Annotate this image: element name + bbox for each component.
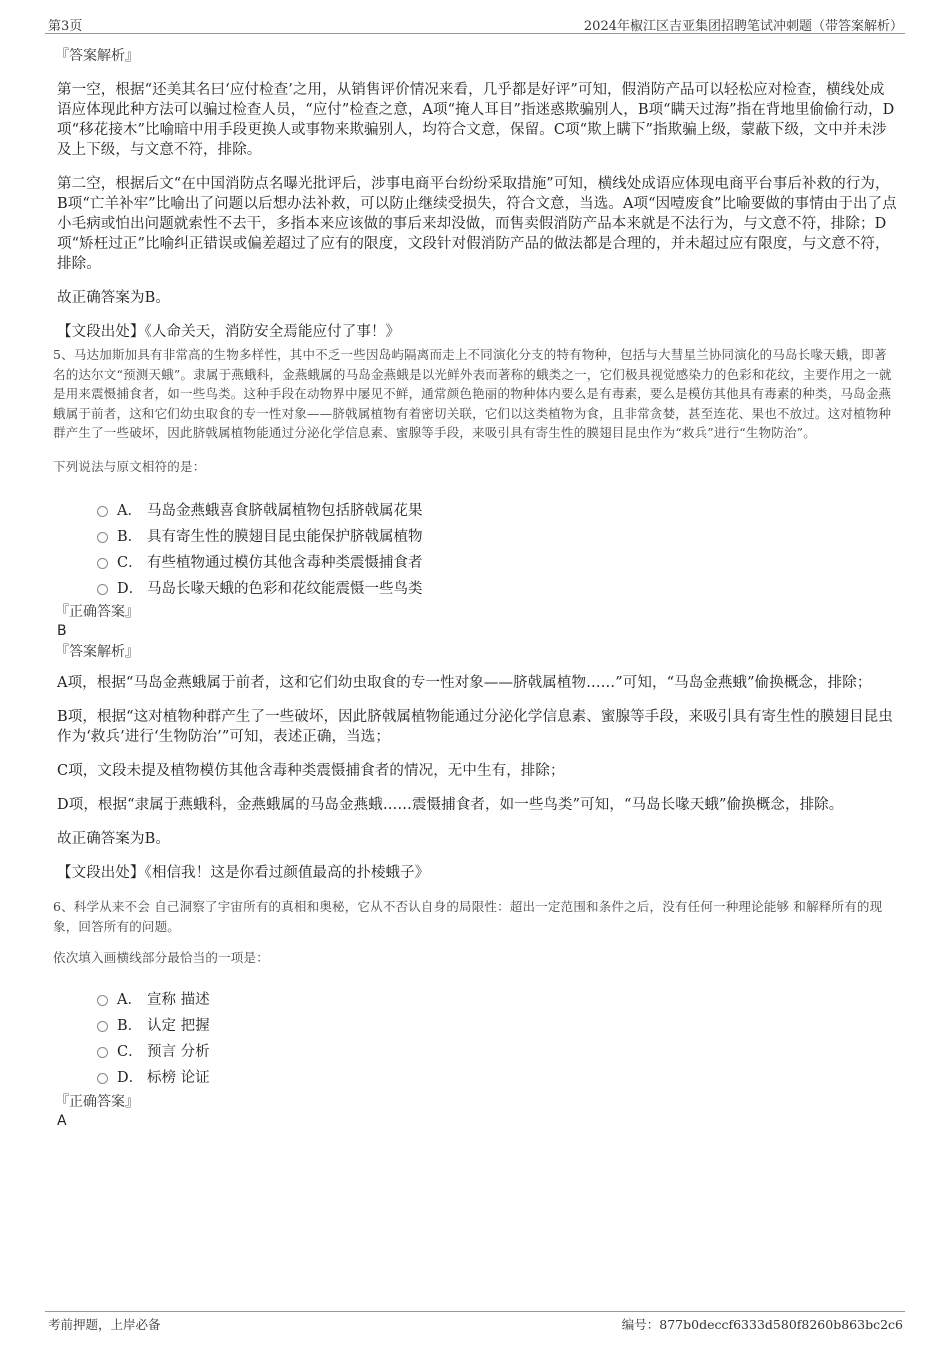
- analysis-paragraph: 第二空，根据后文“在中国消防点名曝光批评后，涉事电商平台纷纷采取措施”可知，横线处成语应体现电商平台事后补救的行为，B项“亡羊补牢”比喻出了问题以后想办法补救，可以防止继续受损失，符合文意，当选。A项“因噎废食”比喻要做的事情由于出了点小毛病或怕出问题就索性不去干，多指本来应该做的事后来却没做，而售卖假消防产品本来就是不法行为，与文意不符，排除；D项“矫枉过正”比喻纠正错误或偏差超过了应有的限度，文段针对假消防产品的做法都是合理的，并未超过应有限度，与文意不符，排除。: [57, 176, 897, 272]
- analysis-label: 『答案解析』: [55, 644, 139, 660]
- option-text: 宣称 描述: [147, 992, 210, 1008]
- option-text: 有些植物通过模仿其他含毒种类震慑捕食者: [147, 554, 423, 571]
- correct-answer-label: 『正确答案』: [55, 604, 139, 620]
- option-letter: B．: [117, 1018, 143, 1034]
- option-text: 马岛金燕蛾喜食脐戟属植物包括脐戟属花果: [147, 502, 423, 519]
- footer-slogan: 考前押题，上岸必备: [48, 1317, 161, 1332]
- option-letter: B．: [117, 528, 143, 545]
- conclusion: 故正确答案为B。: [57, 831, 170, 847]
- page-header: [45, 13, 905, 34]
- radio-icon[interactable]: [97, 506, 108, 517]
- option-text: 具有寄生性的膜翅目昆虫能保护脐戟属植物: [147, 528, 423, 545]
- option-letter: C．: [117, 1044, 143, 1060]
- option-b[interactable]: [97, 1012, 897, 1038]
- question-prompt: 依次填入画横线部分最恰当的一项是：: [53, 950, 269, 965]
- option-b[interactable]: [97, 522, 897, 548]
- option-text: 认定 把握: [147, 1018, 210, 1034]
- option-text: 马岛长喙天蛾的色彩和花纹能震慑一些鸟类: [147, 580, 423, 597]
- analysis-paragraph: A项，根据“马岛金燕蛾属于前者，这和它们幼虫取食的专一性对象——脐戟属植物……”可知，“马岛金燕蛾”偷换概念，排除；: [57, 675, 872, 691]
- option-letter: C．: [117, 554, 143, 571]
- source-citation: 【文段出处】《人命关天，消防安全焉能应付了事！》: [57, 324, 401, 340]
- question-stem: 5、马达加斯加具有非常高的生物多样性，其中不乏一些因岛屿隔离而走上不同演化分支的特有物种，包括与大彗星兰协同演化的马岛长喙天蛾，即著名的达尔文“预测天蛾”。隶属于燕蛾科，金燕蛾属的马岛金燕蛾是以光鲜外表而著称的蛾类之一，它们极具视觉感染力的色彩和花纹，主要作用之一就是用来震慑捕食者，如一些鸟类。这种手段在动物界中屡见不鲜，通常颜色艳丽的物种体内要么是有毒素，要么是模仿其他具有毒素的种类，马岛金燕蛾属于前者，这和它们幼虫取食的专一性对象——脐戟属植物有着密切关联，它们以这类植物为食，且非常贪婪，甚至连花、果也不放过。这对植物种群产生了一些破坏，因此脐戟属植物能通过分泌化学信息素、蜜腺等手段，来吸引具有寄生性的膜翅目昆虫作为“救兵”进行“生物防治”。: [53, 347, 892, 440]
- correct-answer-label: 『正确答案』: [55, 1093, 139, 1110]
- radio-icon[interactable]: [97, 584, 108, 595]
- analysis-label: 『答案解析』: [55, 48, 139, 64]
- document-body: [53, 46, 897, 1130]
- option-c[interactable]: [97, 1038, 897, 1064]
- correct-answer: A: [57, 1112, 67, 1129]
- radio-icon[interactable]: [97, 1073, 108, 1084]
- correct-answer: B: [57, 623, 67, 639]
- option-letter: D．: [117, 580, 144, 597]
- question-prompt: 下列说法与原文相符的是：: [53, 458, 206, 474]
- option-c[interactable]: [97, 548, 897, 574]
- analysis-paragraph: C项，文段未提及植物模仿其他含毒种类震慑捕食者的情况，无中生有，排除；: [57, 763, 565, 779]
- document-id: 编号：877b0deccf6333d580f8260b863bc2c6: [621, 1317, 903, 1332]
- option-text: 预言 分析: [147, 1044, 210, 1060]
- conclusion: 故正确答案为B。: [57, 290, 170, 306]
- document-title: 2024年椒江区吉亚集团招聘笔试冲刺题（带答案解析）: [583, 19, 903, 34]
- option-a[interactable]: [97, 986, 897, 1012]
- option-letter: A．: [117, 502, 142, 519]
- option-letter: A．: [117, 992, 142, 1008]
- page-footer: [45, 1311, 905, 1335]
- option-letter: D．: [117, 1070, 144, 1086]
- analysis-paragraph: B项，根据“这对植物种群产生了一些破坏，因此脐戟属植物能通过分泌化学信息素、蜜腺等手段，来吸引具有寄生性的膜翅目昆虫作为‘救兵’进行‘生物防治’”可知，表述正确，当选；: [57, 709, 893, 745]
- radio-icon[interactable]: [97, 532, 108, 543]
- source-citation: 【文段出处】《相信我！这是你看过颜值最高的扑棱蛾子》: [57, 865, 430, 881]
- page-number: 第3页: [48, 19, 83, 34]
- radio-icon[interactable]: [97, 1047, 108, 1058]
- radio-icon[interactable]: [97, 1021, 108, 1032]
- option-list: [97, 496, 897, 600]
- option-d[interactable]: [97, 574, 897, 600]
- question-stem: 6、科学从来不会 自己洞察了宇宙所有的真相和奥秘，它从不否认自身的局限性：超出一定范围和条件之后，没有任何一种理论能够 和解释所有的现象，回答所有的问题。: [53, 899, 883, 934]
- option-d[interactable]: [97, 1064, 897, 1090]
- option-a[interactable]: [97, 496, 897, 522]
- radio-icon[interactable]: [97, 558, 108, 569]
- option-list: [97, 986, 897, 1090]
- analysis-paragraph: 第一空，根据“还美其名曰‘应付检查’之用，从销售评价情况来看，几乎都是好评”可知，假消防产品可以轻松应对检查，横线处成语应体现此种方法可以骗过检查人员，“应付”检查之意，A项“掩人耳目”指迷惑欺骗别人，B项“瞒天过海”指在背地里偷偷行动，D项“移花接木”比喻暗中用手段更换人或事物来欺骗别人，均符合文意，保留。C项“欺上瞒下”指欺骗上级，蒙蔽下级，文中并未涉及上下级，与文意不符，排除。: [57, 82, 895, 158]
- analysis-paragraph: D项，根据“隶属于燕蛾科，金燕蛾属的马岛金燕蛾……震慑捕食者，如一些鸟类”可知，“马岛长喙天蛾”偷换概念，排除。: [57, 797, 844, 813]
- radio-icon[interactable]: [97, 995, 108, 1006]
- option-text: 标榜 论证: [147, 1070, 210, 1086]
